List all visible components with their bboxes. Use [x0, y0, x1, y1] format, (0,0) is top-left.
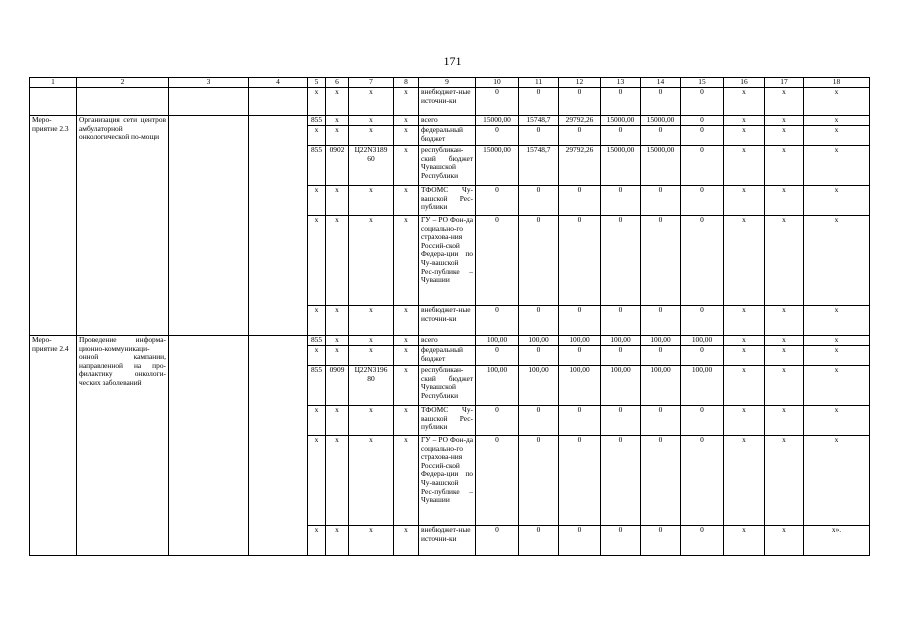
amount-cell: x: [724, 436, 765, 526]
amount-cell: x: [724, 126, 765, 146]
budget-code: 0909: [326, 366, 349, 406]
amount-cell: 0: [519, 346, 559, 366]
amount-cell: 0: [519, 88, 559, 116]
amount-cell: x: [765, 366, 804, 406]
amount-cell: 0: [519, 406, 559, 436]
amount-cell: 100,00: [559, 336, 601, 346]
budget-code: x: [326, 116, 349, 126]
budget-code: 855: [308, 146, 326, 186]
amount-cell: 100,00: [476, 366, 519, 406]
amount-cell: x: [804, 336, 870, 346]
amount-cell: x».: [804, 526, 870, 556]
budget-code: x: [308, 126, 326, 146]
amount-cell: 0: [559, 126, 601, 146]
amount-cell: 15000,00: [641, 146, 681, 186]
budget-code: x: [349, 346, 394, 366]
amount-cell: 0: [476, 216, 519, 306]
amount-cell: 0: [681, 126, 724, 146]
amount-cell: x: [804, 116, 870, 126]
amount-cell: x: [804, 186, 870, 216]
column-number: 15: [681, 78, 724, 88]
amount-cell: x: [765, 116, 804, 126]
amount-cell: 0: [681, 526, 724, 556]
budget-code: x: [326, 216, 349, 306]
budget-code: x: [349, 88, 394, 116]
amount-cell: 0: [601, 526, 641, 556]
budget-code: x: [349, 186, 394, 216]
amount-cell: 0: [681, 406, 724, 436]
measure-title: Проведение информа-ционно-коммуникаци-онной кампании, направленной на про-филактику онкологи-ческих заболеваний: [77, 336, 169, 556]
budget-code: 855: [308, 116, 326, 126]
amount-cell: 0: [641, 88, 681, 116]
funding-source: внебюджет-ные источни-ки: [419, 526, 476, 556]
amount-cell: 0: [519, 216, 559, 306]
amount-cell: 100,00: [641, 366, 681, 406]
amount-cell: 100,00: [681, 336, 724, 346]
budget-code: x: [349, 336, 394, 346]
funding-source: ГУ – РО Фон-да социально-го страхова-ния Россий-ской Федера-ции по Чу-вашской Рес-публике – Чувашии: [419, 436, 476, 526]
amount-cell: 100,00: [641, 336, 681, 346]
amount-cell: 0: [559, 216, 601, 306]
budget-table: [29, 77, 870, 556]
budget-code: x: [326, 126, 349, 146]
budget-code: x: [349, 216, 394, 306]
table-row: [30, 336, 870, 346]
amount-cell: 0: [641, 306, 681, 336]
budget-code: x: [394, 146, 419, 186]
budget-code: x: [308, 186, 326, 216]
amount-cell: x: [804, 216, 870, 306]
amount-cell: x: [724, 406, 765, 436]
amount-cell: x: [804, 88, 870, 116]
amount-cell: 0: [559, 526, 601, 556]
amount-cell: 0: [559, 406, 601, 436]
amount-cell: x: [724, 336, 765, 346]
amount-cell: x: [765, 346, 804, 366]
budget-code: x: [394, 126, 419, 146]
amount-cell: x: [765, 336, 804, 346]
amount-cell: x: [765, 146, 804, 186]
column-number: 18: [804, 78, 870, 88]
column-number: 17: [765, 78, 804, 88]
funding-source: внебюджет-ные источни-ки: [419, 88, 476, 116]
budget-code: 855: [308, 336, 326, 346]
budget-code: x: [308, 436, 326, 526]
amount-cell: 100,00: [559, 366, 601, 406]
funding-source: федеральный бюджет: [419, 126, 476, 146]
measure-number: Меро-приятие 2.3: [30, 116, 77, 336]
budget-code: x: [326, 526, 349, 556]
budget-code: x: [394, 216, 419, 306]
amount-cell: 0: [601, 216, 641, 306]
amount-cell: 0: [641, 216, 681, 306]
amount-cell: 0: [681, 306, 724, 336]
blank-cell: [249, 336, 308, 556]
amount-cell: 15000,00: [601, 146, 641, 186]
funding-source: внебюджет-ные источни-ки: [419, 306, 476, 336]
column-number: 4: [249, 78, 308, 88]
amount-cell: x: [765, 186, 804, 216]
amount-cell: 0: [641, 406, 681, 436]
amount-cell: 0: [519, 306, 559, 336]
amount-cell: 0: [476, 526, 519, 556]
column-number: 7: [349, 78, 394, 88]
funding-source: федеральный бюджет: [419, 346, 476, 366]
column-number: 11: [519, 78, 559, 88]
amount-cell: 0: [601, 126, 641, 146]
amount-cell: 29792,26: [559, 116, 601, 126]
budget-code: 0902: [326, 146, 349, 186]
budget-code: x: [349, 406, 394, 436]
amount-cell: 0: [641, 346, 681, 366]
header-row: [30, 78, 870, 88]
amount-cell: 15748,7: [519, 146, 559, 186]
amount-cell: x: [804, 366, 870, 406]
amount-cell: x: [765, 436, 804, 526]
amount-cell: x: [724, 346, 765, 366]
budget-code: x: [308, 216, 326, 306]
budget-code: x: [349, 126, 394, 146]
budget-code: x: [326, 88, 349, 116]
amount-cell: 0: [559, 306, 601, 336]
amount-cell: x: [765, 526, 804, 556]
blank-cell: [169, 116, 249, 336]
column-number: 5: [308, 78, 326, 88]
amount-cell: x: [804, 346, 870, 366]
funding-source: ГУ – РО Фон-да социально-го страхова-ния Россий-ской Федера-ции по Чу-вашской Рес-публике – Чувашии: [419, 216, 476, 306]
amount-cell: x: [724, 216, 765, 306]
table-row: [30, 116, 870, 126]
blank-cell: [30, 88, 77, 116]
blank-cell: [77, 88, 169, 116]
amount-cell: 100,00: [519, 336, 559, 346]
amount-cell: 100,00: [476, 336, 519, 346]
amount-cell: 0: [476, 126, 519, 146]
amount-cell: x: [724, 116, 765, 126]
budget-code: x: [326, 186, 349, 216]
budget-code: x: [326, 406, 349, 436]
funding-source: республикан-ский бюджет Чувашской Республики: [419, 146, 476, 186]
amount-cell: 15000,00: [641, 116, 681, 126]
amount-cell: x: [724, 88, 765, 116]
column-number: 14: [641, 78, 681, 88]
amount-cell: 0: [681, 436, 724, 526]
column-number: 9: [419, 78, 476, 88]
amount-cell: x: [804, 306, 870, 336]
budget-code: x: [349, 306, 394, 336]
column-number: 2: [77, 78, 169, 88]
amount-cell: 0: [476, 406, 519, 436]
budget-code: Ц22N3189 60: [349, 146, 394, 186]
amount-cell: 100,00: [601, 336, 641, 346]
amount-cell: 0: [641, 436, 681, 526]
funding-source: ТФОМС Чу-вашской Рес-публики: [419, 406, 476, 436]
amount-cell: 0: [641, 186, 681, 216]
column-number: 8: [394, 78, 419, 88]
funding-source: всего: [419, 336, 476, 346]
amount-cell: 0: [681, 346, 724, 366]
funding-source: ТФОМС Чу-вашской Рес-публики: [419, 186, 476, 216]
column-number: 16: [724, 78, 765, 88]
amount-cell: 0: [681, 116, 724, 126]
budget-code: x: [394, 346, 419, 366]
amount-cell: 0: [559, 436, 601, 526]
amount-cell: x: [765, 216, 804, 306]
funding-source: всего: [419, 116, 476, 126]
amount-cell: x: [804, 436, 870, 526]
amount-cell: 0: [681, 146, 724, 186]
amount-cell: 0: [601, 406, 641, 436]
budget-code: x: [394, 526, 419, 556]
amount-cell: 0: [559, 186, 601, 216]
budget-code: x: [326, 346, 349, 366]
budget-code: x: [394, 116, 419, 126]
amount-cell: 0: [519, 186, 559, 216]
amount-cell: 0: [681, 88, 724, 116]
amount-cell: 15000,00: [476, 146, 519, 186]
blank-cell: [169, 336, 249, 556]
amount-cell: 0: [476, 346, 519, 366]
budget-code: x: [326, 336, 349, 346]
table-row: [30, 88, 870, 116]
amount-cell: x: [765, 88, 804, 116]
budget-code: x: [394, 366, 419, 406]
amount-cell: 0: [601, 186, 641, 216]
column-number: 1: [30, 78, 77, 88]
amount-cell: 0: [601, 436, 641, 526]
budget-code: x: [394, 406, 419, 436]
amount-cell: x: [804, 406, 870, 436]
amount-cell: x: [804, 146, 870, 186]
amount-cell: x: [724, 366, 765, 406]
amount-cell: x: [724, 146, 765, 186]
budget-code: x: [349, 526, 394, 556]
amount-cell: 15000,00: [476, 116, 519, 126]
amount-cell: 15000,00: [601, 116, 641, 126]
amount-cell: 0: [476, 88, 519, 116]
amount-cell: x: [724, 526, 765, 556]
budget-code: x: [394, 306, 419, 336]
amount-cell: 100,00: [519, 366, 559, 406]
budget-code: x: [394, 336, 419, 346]
amount-cell: x: [804, 126, 870, 146]
budget-code: x: [349, 116, 394, 126]
amount-cell: 0: [681, 186, 724, 216]
amount-cell: 0: [601, 306, 641, 336]
amount-cell: 0: [476, 436, 519, 526]
funding-source: республикан-ский бюджет Чувашской Республики: [419, 366, 476, 406]
amount-cell: 100,00: [601, 366, 641, 406]
amount-cell: 0: [519, 126, 559, 146]
budget-code: x: [308, 88, 326, 116]
budget-code: Ц22N3196 80: [349, 366, 394, 406]
column-number: 6: [326, 78, 349, 88]
amount-cell: 0: [641, 126, 681, 146]
amount-cell: 0: [519, 436, 559, 526]
budget-code: x: [308, 406, 326, 436]
amount-cell: x: [724, 186, 765, 216]
amount-cell: 29792,26: [559, 146, 601, 186]
column-number: 12: [559, 78, 601, 88]
amount-cell: x: [765, 406, 804, 436]
budget-code: x: [308, 346, 326, 366]
amount-cell: 0: [559, 346, 601, 366]
budget-code: x: [394, 436, 419, 526]
amount-cell: x: [765, 126, 804, 146]
budget-code: x: [394, 88, 419, 116]
amount-cell: 15748,7: [519, 116, 559, 126]
amount-cell: x: [765, 306, 804, 336]
budget-code: x: [308, 306, 326, 336]
budget-code: x: [394, 186, 419, 216]
budget-code: x: [326, 306, 349, 336]
amount-cell: 0: [601, 88, 641, 116]
blank-cell: [249, 88, 308, 116]
page-number: 171: [443, 54, 462, 68]
amount-cell: 0: [559, 88, 601, 116]
amount-cell: 0: [476, 306, 519, 336]
measure-title: Организация сети центров амбулаторной онкологической по-мощи: [77, 116, 169, 336]
column-number: 10: [476, 78, 519, 88]
amount-cell: 0: [601, 346, 641, 366]
budget-code: x: [308, 526, 326, 556]
amount-cell: 0: [641, 526, 681, 556]
budget-code: x: [349, 436, 394, 526]
amount-cell: 0: [476, 186, 519, 216]
amount-cell: 0: [681, 216, 724, 306]
blank-cell: [249, 116, 308, 336]
amount-cell: 0: [519, 526, 559, 556]
column-number: 13: [601, 78, 641, 88]
budget-code: 855: [308, 366, 326, 406]
blank-cell: [169, 88, 249, 116]
budget-code: x: [326, 436, 349, 526]
amount-cell: 100,00: [681, 366, 724, 406]
column-number: 3: [169, 78, 249, 88]
amount-cell: x: [724, 306, 765, 336]
measure-number: Меро-приятие 2.4: [30, 336, 77, 556]
